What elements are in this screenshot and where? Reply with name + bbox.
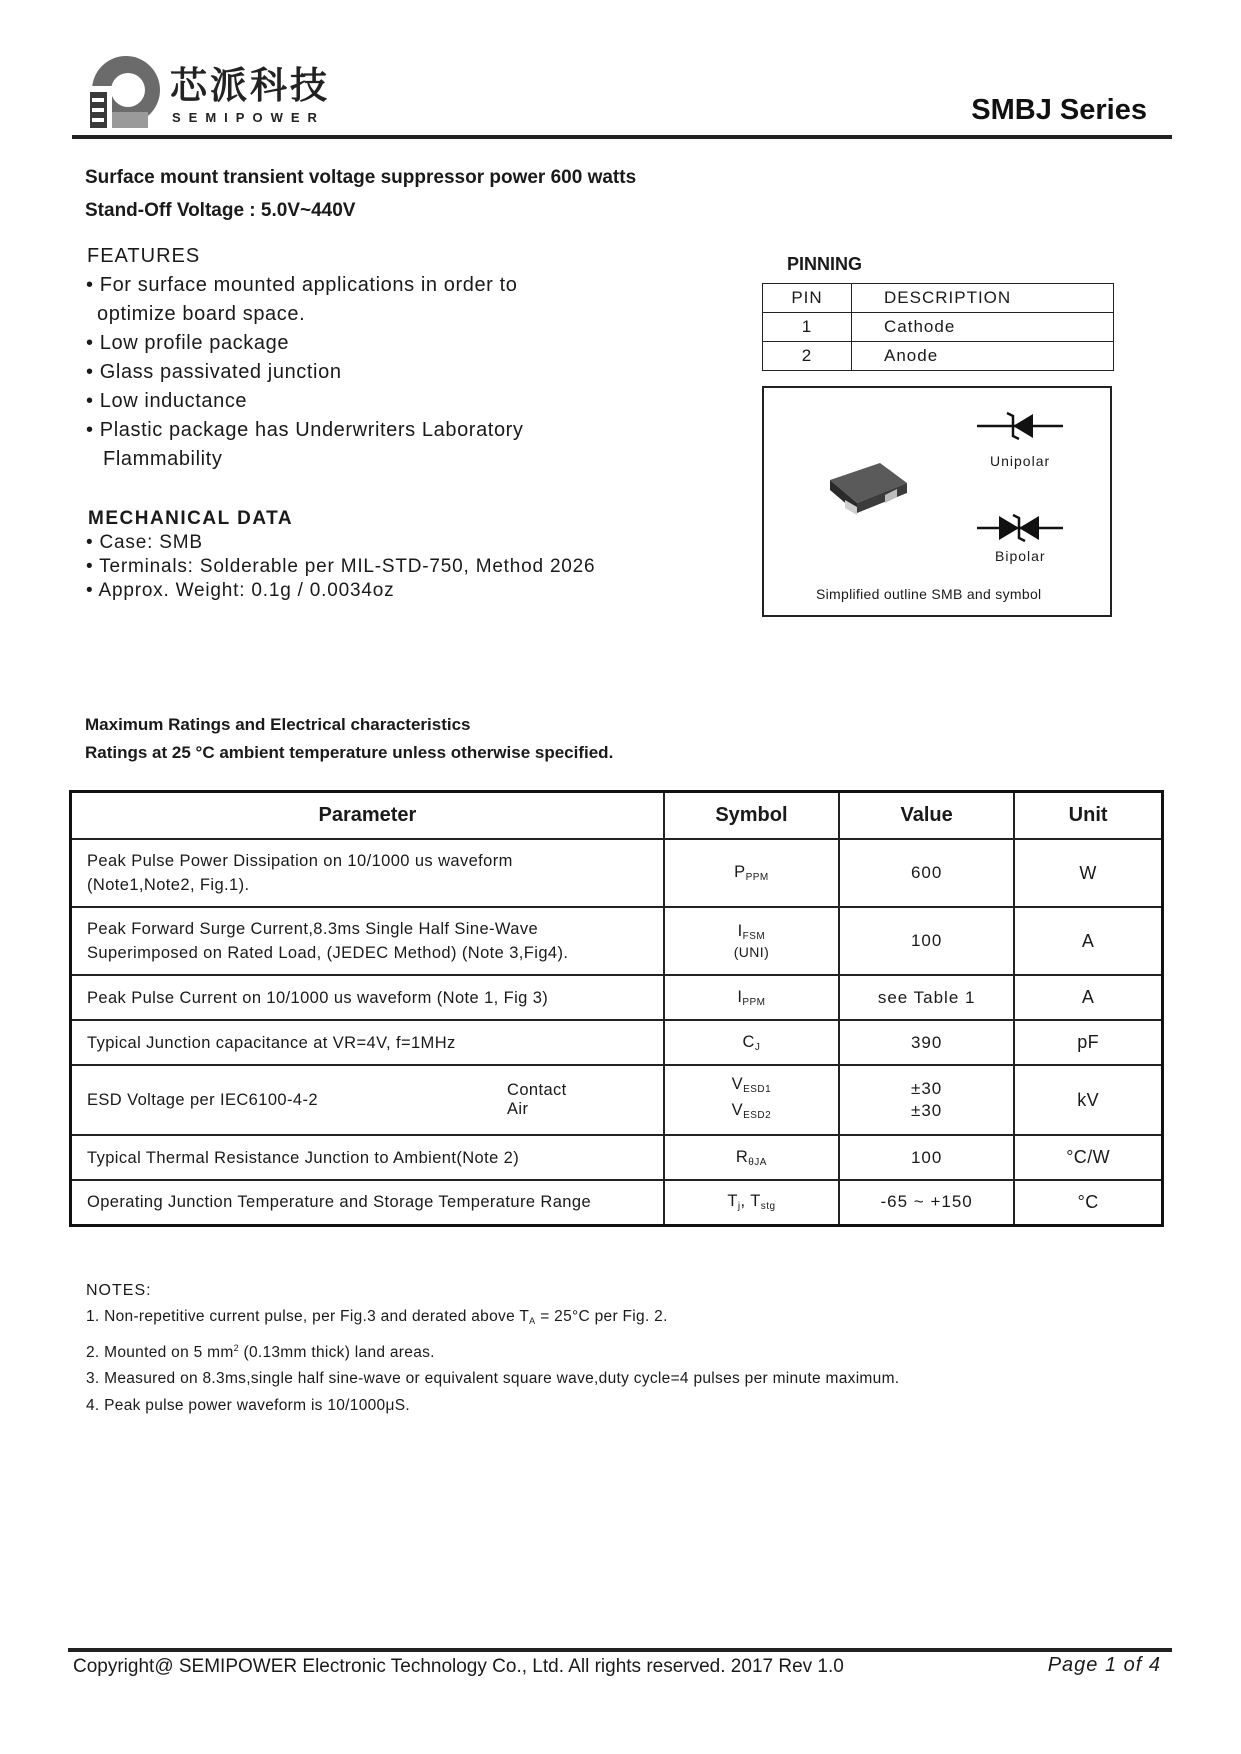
symbol-subscript: FSM <box>742 931 766 942</box>
mechanical-list <box>86 531 595 603</box>
symbol-cell <box>664 975 839 1020</box>
symbol-subscript: j <box>737 1201 741 1213</box>
series-title: SMBJ Series <box>971 94 1147 126</box>
pin-number: 2 <box>763 342 852 371</box>
unit-cell: pF <box>1014 1020 1162 1065</box>
symbol-subscript: ESD1 <box>743 1084 772 1095</box>
ratings-title: Maximum Ratings and Electrical characteristics <box>85 715 471 734</box>
value-cell: 100 <box>839 907 1014 975</box>
feature-item: optimize board space. <box>97 303 306 325</box>
unit-cell: kV <box>1014 1065 1162 1135</box>
table-row <box>71 1180 1163 1225</box>
features-list <box>86 271 524 474</box>
pin-description: Anode <box>852 342 1114 371</box>
subtitle-line-1: Surface mount transient voltage suppressor power 600 watts <box>85 167 637 188</box>
parameter-header: Parameter <box>71 792 664 840</box>
unit-cell: A <box>1014 907 1162 975</box>
esd-type-air: Air <box>507 1100 529 1118</box>
mechanical-item: • Case: SMB <box>86 532 203 553</box>
ratings-table <box>69 790 1164 1227</box>
note-item <box>86 1335 899 1367</box>
symbol-text: I <box>737 987 743 1006</box>
page-number: Page 1 of 4 <box>1047 1654 1161 1676</box>
package-caption: Simplified outline SMB and symbol <box>816 586 1042 602</box>
feature-item: • Low inductance <box>86 390 248 412</box>
bipolar-label: Bipolar <box>995 548 1046 564</box>
table-row <box>763 313 1114 342</box>
symbol-cell <box>664 839 839 907</box>
value-header: Value <box>839 792 1014 840</box>
symbol-header: Symbol <box>664 792 839 840</box>
symbol-text: V <box>731 1075 744 1093</box>
pin-description: Cathode <box>852 313 1114 342</box>
notes-heading: NOTES: <box>86 1282 152 1299</box>
symbol-cell <box>664 1135 839 1180</box>
feature-item: Flammability <box>103 448 223 470</box>
note-item: 4. Peak pulse power waveform is 10/1000μS. <box>86 1396 410 1414</box>
table-row <box>763 284 1114 313</box>
feature-item: • Glass passivated junction <box>86 361 342 383</box>
symbol-text: R <box>735 1147 749 1166</box>
symbol-cell <box>664 907 839 975</box>
note-item: 3. Measured on 8.3ms,single half sine-wave or equivalent square wave,duty cycle=4 pulses per minute maximum. <box>86 1370 900 1388</box>
unit-cell: A <box>1014 975 1162 1020</box>
symbol-subscript: J <box>754 1041 761 1053</box>
symbol-subscript: stg <box>760 1201 776 1213</box>
value-cell: 100 <box>839 1135 1014 1180</box>
smb-package-icon <box>825 455 910 520</box>
parameter-cell <box>71 907 664 975</box>
table-header-row <box>71 792 1163 840</box>
value-text: ±30 <box>911 1101 943 1120</box>
symbol-text: T <box>727 1192 738 1211</box>
description-header: DESCRIPTION <box>852 284 1114 313</box>
symbol-subscript: ESD2 <box>743 1110 772 1121</box>
unit-cell: °C/W <box>1014 1135 1162 1180</box>
value-cell: 390 <box>839 1020 1014 1065</box>
symbol-text: P <box>734 863 746 881</box>
parameter-text: Superimposed on Rated Load, (JEDEC Method) (Note 3,Fig4). <box>87 944 569 962</box>
feature-item: • For surface mounted applications in order to <box>86 274 518 296</box>
note-text: (0.13mm thick) land areas. <box>238 1343 435 1361</box>
table-row <box>763 342 1114 371</box>
mechanical-item: • Approx. Weight: 0.1g / 0.0034oz <box>86 580 395 601</box>
table-row <box>71 1135 1163 1180</box>
parameter-text: (Note1,Note2, Fig.1). <box>87 876 250 894</box>
parameter-text: ESD Voltage per IEC6100-4-2 <box>87 1091 318 1109</box>
unit-cell: W <box>1014 839 1162 907</box>
pinning-heading: PINNING <box>787 254 863 274</box>
logo-chinese-name: 芯派科技 <box>170 65 330 106</box>
bipolar-diode-icon <box>975 510 1065 546</box>
pinning-table <box>762 283 1114 371</box>
unit-header: Unit <box>1014 792 1162 840</box>
note-text: 1. Non-repetitive current pulse, per Fig.3 and derated above T <box>86 1308 530 1325</box>
pin-number: 1 <box>763 313 852 342</box>
note-text: 2. Mounted on 5 mm <box>86 1343 234 1361</box>
semipower-logo-icon <box>86 54 161 130</box>
note-subscript: A <box>529 1316 536 1326</box>
note-superscript: 2 <box>233 1342 239 1353</box>
note-text: = 25°C per Fig. 2. <box>535 1308 668 1325</box>
value-cell: see Table 1 <box>839 975 1014 1020</box>
parameter-cell <box>71 839 664 907</box>
table-row <box>71 1020 1163 1065</box>
esd-type-contact: Contact <box>507 1081 567 1099</box>
symbol-cell <box>664 1020 839 1065</box>
symbol-text: C <box>742 1032 755 1051</box>
notes-list <box>86 1304 899 1419</box>
parameter-cell: Typical Junction capacitance at VR=4V, f=1MHz <box>71 1020 664 1065</box>
symbol-cell <box>664 1180 839 1225</box>
feature-item: • Low profile package <box>86 332 290 354</box>
mechanical-item: • Terminals: Solderable per MIL-STD-750, Method 2026 <box>86 556 596 577</box>
value-cell <box>839 1065 1014 1135</box>
table-row <box>71 907 1163 975</box>
copyright-text: Copyright@ SEMIPOWER Electronic Technology Co., Ltd. All rights reserved. 2017 Rev 1.0 <box>73 1656 844 1677</box>
unipolar-label: Unipolar <box>990 453 1051 469</box>
value-cell: 600 <box>839 839 1014 907</box>
parameter-text: Peak Forward Surge Current,8.3ms Single Half Sine-Wave <box>87 920 539 938</box>
table-row <box>71 839 1163 907</box>
parameter-cell <box>71 1065 664 1135</box>
symbol-text: V <box>731 1101 744 1119</box>
symbol-text: , T <box>740 1192 761 1211</box>
subtitle-line-2: Stand-Off Voltage : 5.0V~440V <box>85 200 356 221</box>
table-row <box>71 975 1163 1020</box>
symbol-note: (UNI) <box>733 944 770 960</box>
features-heading: FEATURES <box>87 245 201 267</box>
parameter-cell: Peak Pulse Current on 10/1000 us waveform (Note 1, Fig 3) <box>71 975 664 1020</box>
parameter-text: Peak Pulse Power Dissipation on 10/1000 us waveform <box>87 852 513 870</box>
ratings-subtitle: Ratings at 25 °C ambient temperature unless otherwise specified. <box>85 743 614 762</box>
header-rule <box>72 135 1172 139</box>
symbol-subscript: PPM <box>742 996 766 1008</box>
pin-header: PIN <box>763 284 852 313</box>
table-row <box>71 1065 1163 1135</box>
parameter-cell: Typical Thermal Resistance Junction to Ambient(Note 2) <box>71 1135 664 1180</box>
symbol-cell <box>664 1065 839 1135</box>
mechanical-heading: MECHANICAL DATA <box>88 508 294 529</box>
feature-item: • Plastic package has Underwriters Laboratory <box>86 419 524 441</box>
note-item <box>86 1304 899 1335</box>
value-text: ±30 <box>911 1079 943 1098</box>
unit-cell: °C <box>1014 1180 1162 1225</box>
footer-rule <box>68 1648 1172 1652</box>
symbol-text: I <box>737 922 743 940</box>
symbol-subscript: PPM <box>745 872 769 883</box>
symbol-subscript: θJA <box>748 1156 767 1168</box>
logo-english-name: SEMIPOWER <box>172 110 325 125</box>
parameter-cell: Operating Junction Temperature and Storage Temperature Range <box>71 1180 664 1225</box>
value-cell: -65 ~ +150 <box>839 1180 1014 1225</box>
unipolar-diode-icon <box>975 408 1065 444</box>
